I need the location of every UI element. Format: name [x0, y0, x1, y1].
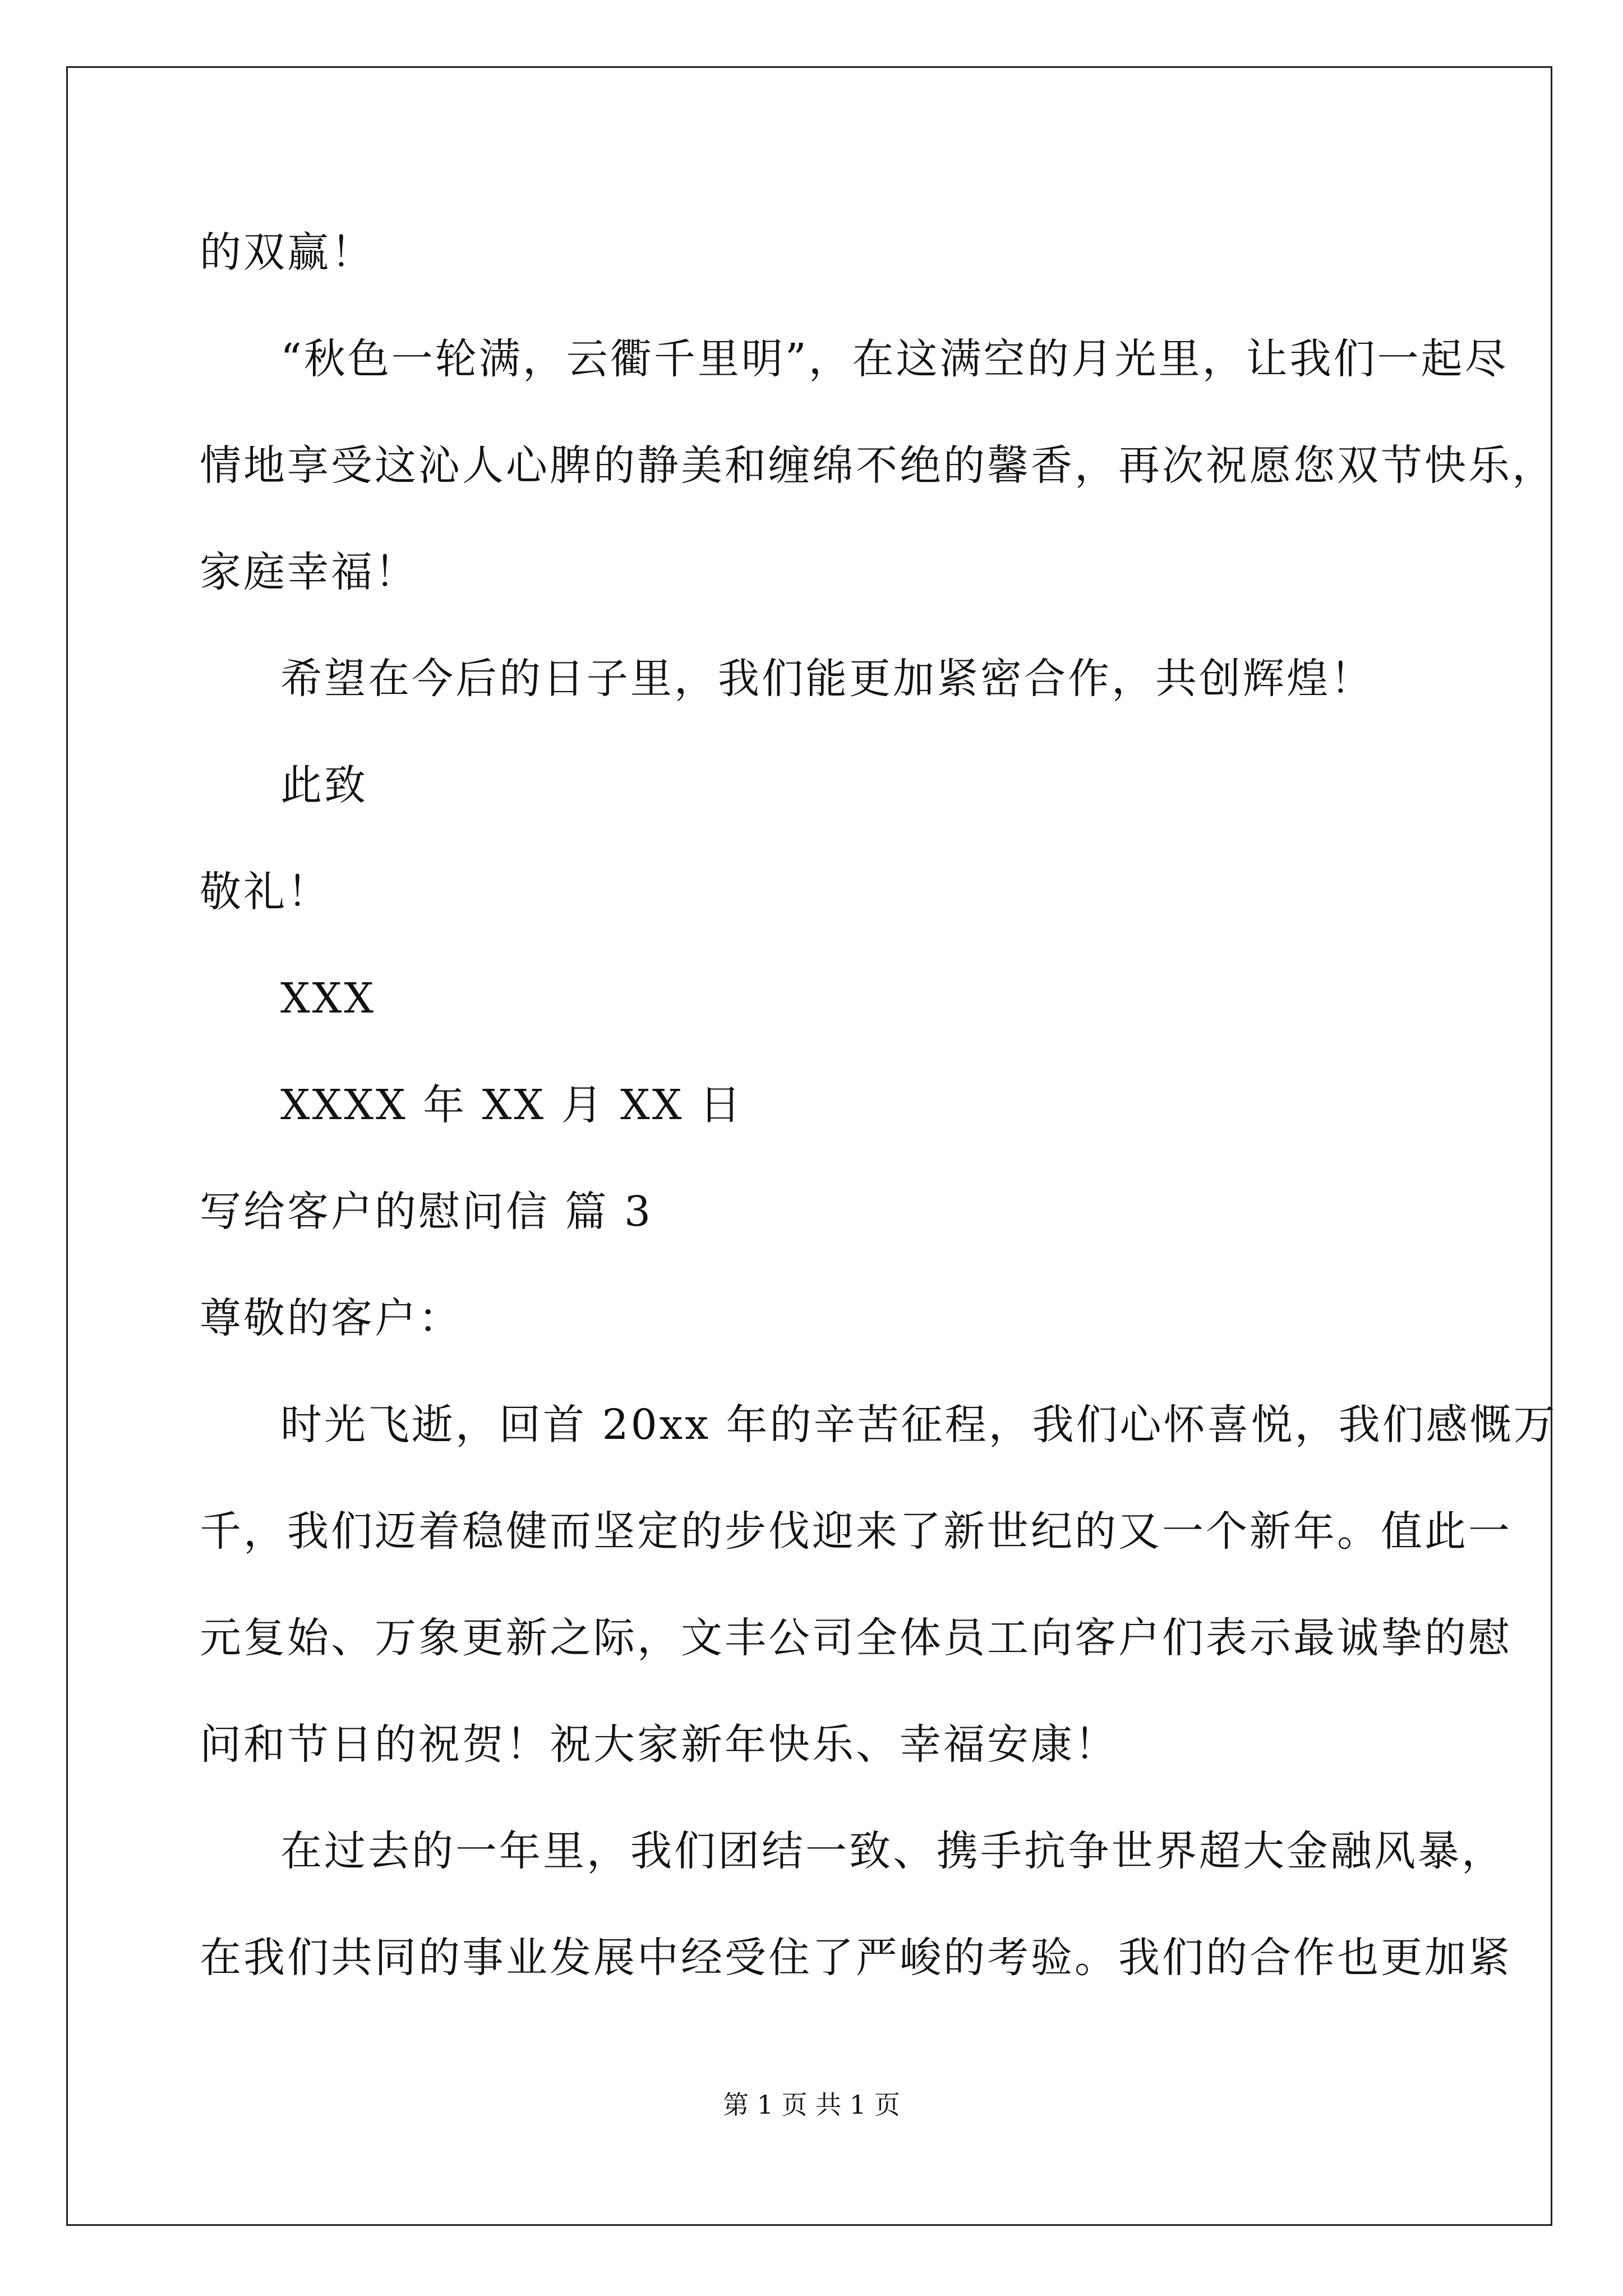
- text-line: 家庭幸福！: [200, 548, 418, 596]
- text-line: 希望在今后的日子里，我们能更加紧密合作，共创辉煌！: [280, 655, 1374, 703]
- text-line: 问和节日的祝贺！祝大家新年快乐、幸福安康！: [200, 1720, 1118, 1769]
- text-line: XXX: [280, 974, 376, 1023]
- text-line: 元复始、万象更新之际，文丰公司全体员工向客户们表示最诚挚的慰: [200, 1614, 1512, 1662]
- text-line: 时光飞逝，回首 20xx 年的辛苦征程，我们心怀喜悦，我们感慨万: [280, 1401, 1557, 1449]
- text-line: “秋色一轮满，云衢千里明”，在这满空的月光里，让我们一起尽: [280, 335, 1509, 383]
- page-number-footer: 第 1 页 共 1 页: [723, 2090, 900, 2120]
- page-border: [66, 66, 1552, 2226]
- text-line: 在过去的一年里，我们团结一致、携手抗争世界超大金融风暴，: [280, 1827, 1505, 1875]
- text-line: 情地享受这沁人心脾的静美和缠绵不绝的馨香，再次祝愿您双节快乐，: [200, 441, 1556, 490]
- text-line: 此致: [280, 761, 368, 809]
- text-line: 在我们共同的事业发展中经受住了严峻的考验。我们的合作也更加紧: [200, 1934, 1512, 1982]
- text-line: 敬礼！: [200, 868, 331, 916]
- text-line: XXXX 年 XX 月 XX 日: [280, 1081, 744, 1129]
- section-title: 写给客户的慰问信 篇 3: [200, 1188, 653, 1236]
- salutation: 尊敬的客户：: [200, 1294, 462, 1342]
- text-line: 千，我们迈着稳健而坚定的步伐迎来了新世纪的又一个新年。值此一: [200, 1507, 1512, 1556]
- text-line: 的双赢！: [200, 228, 375, 277]
